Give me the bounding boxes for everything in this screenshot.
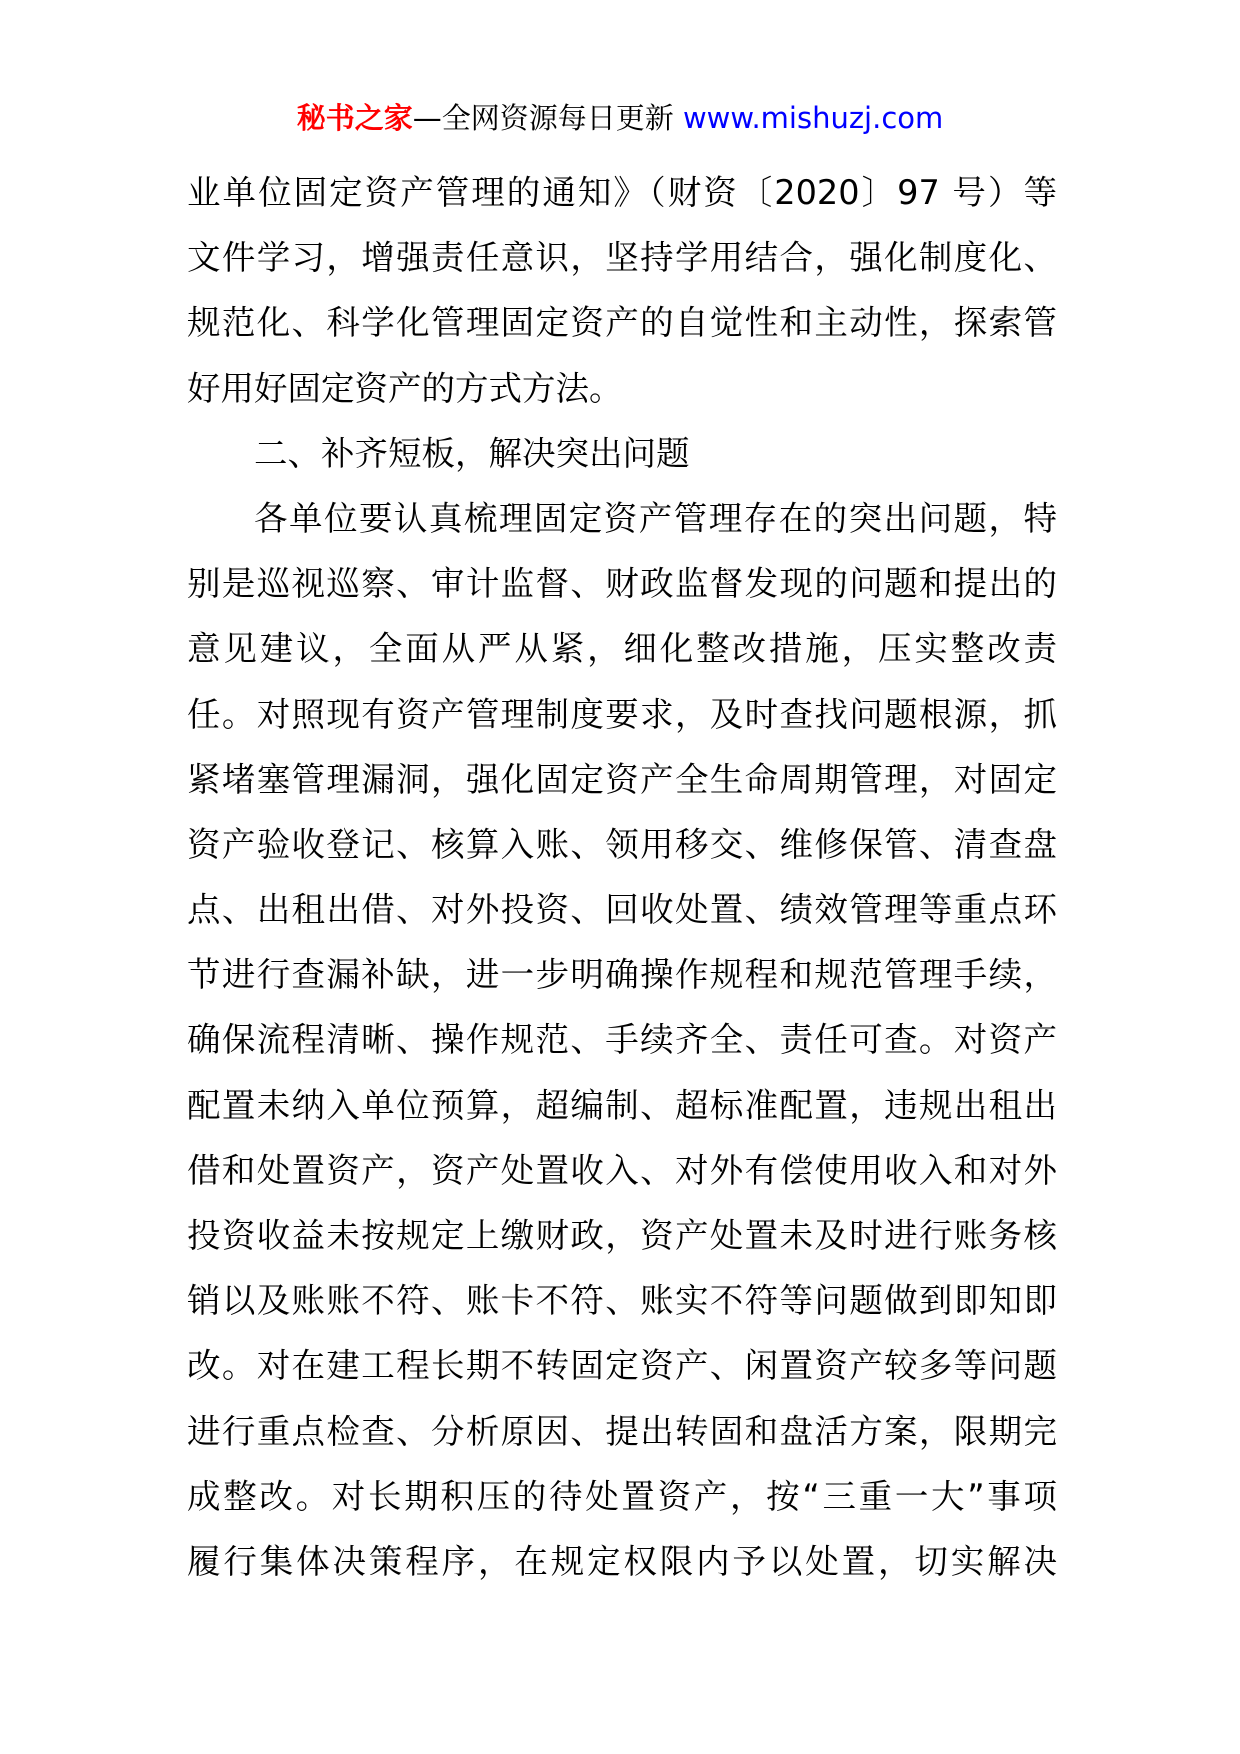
text-line: 规范化、科学化管理固定资产的自觉性和主动性，探索管	[187, 303, 1057, 343]
text-line: 资产验收登记、核算入账、领用移交、维修保管、清查盘	[187, 824, 1057, 864]
site-url-link[interactable]: www.mishuzj.com	[682, 101, 944, 135]
text-line: 业单位固定资产管理的通知》（财资〔2020〕97 号）等	[187, 173, 1057, 212]
text-line: 改。对在建工程长期不转固定资产、闲置资产较多等问题	[187, 1346, 1057, 1386]
section-heading: 二、补齐短板，解决突出问题	[254, 433, 690, 473]
text-line: 节进行查漏补缺，进一步明确操作规程和规范管理手续，	[187, 955, 1057, 995]
text-line: 任。对照现有资产管理制度要求，及时查找问题根源，抓	[187, 694, 1057, 734]
text-line: 各单位要认真梳理固定资产管理存在的突出问题，特	[254, 498, 1057, 538]
text-line: 好用好固定资产的方式方法。	[187, 368, 623, 408]
text-line: 意见建议，全面从严从紧，细化整改措施，压实整改责	[187, 629, 1057, 669]
text-line: 借和处置资产，资产处置收入、对外有偿使用收入和对外	[187, 1150, 1057, 1190]
site-tagline: —全网资源每日更新	[412, 101, 674, 135]
text-line: 点、出租出借、对外投资、回收处置、绩效管理等重点环	[187, 890, 1057, 930]
text-line: 确保流程清晰、操作规范、手续齐全、责任可查。对资产	[187, 1020, 1057, 1060]
site-brand: 秘书之家	[296, 101, 413, 135]
text-line: 紧堵塞管理漏洞，强化固定资产全生命周期管理，对固定	[187, 759, 1057, 799]
text-line: 进行重点检查、分析原因、提出转固和盘活方案，限期完	[187, 1411, 1057, 1451]
text-line: 投资收益未按规定上缴财政，资产处置未及时进行账务核	[187, 1216, 1057, 1255]
text-line: 别是巡视巡察、审计监督、财政监督发现的问题和提出的	[187, 564, 1057, 604]
site-header	[0, 98, 1240, 138]
text-line: 文件学习，增强责任意识，坚持学用结合，强化制度化、	[187, 238, 1057, 278]
text-line: 销以及账账不符、账卡不符、账实不符等问题做到即知即	[187, 1281, 1057, 1321]
text-line: 成整改。对长期积压的待处置资产，按“三重一大”事项	[187, 1476, 1057, 1516]
text-line: 履行集体决策程序，在规定权限内予以处置，切实解决	[187, 1541, 1057, 1581]
text-line: 配置未纳入单位预算，超编制、超标准配置，违规出租出	[187, 1085, 1057, 1125]
document-body	[187, 160, 1057, 1594]
